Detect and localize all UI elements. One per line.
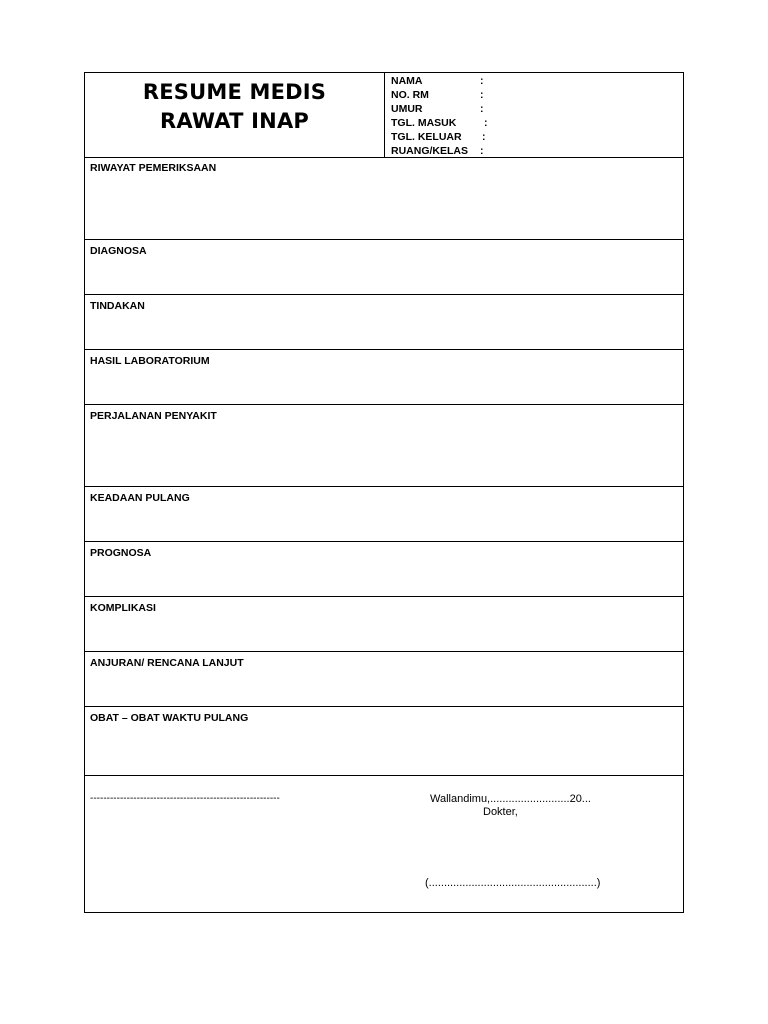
doctor-label: Dokter, bbox=[483, 806, 518, 818]
section-label: TINDAKAN bbox=[90, 300, 145, 312]
section-label: HASIL LABORATORIUM bbox=[90, 355, 210, 367]
dashed-line: --------------------------------------------------------- bbox=[90, 793, 280, 804]
field-label: TGL. MASUK bbox=[391, 117, 457, 129]
section-perjalanan-penyakit bbox=[85, 405, 683, 487]
field-label: NO. RM bbox=[391, 89, 429, 101]
identity-field-tgl-keluar bbox=[391, 130, 681, 144]
form-title-line2: RAWAT INAP bbox=[160, 109, 309, 133]
field-colon: : bbox=[480, 75, 484, 87]
section-label: PERJALANAN PENYAKIT bbox=[90, 410, 217, 422]
section-anjuran-rencana-lanjut bbox=[85, 652, 683, 707]
field-label: NAMA bbox=[391, 75, 423, 87]
signature-footer bbox=[85, 776, 683, 912]
section-label: DIAGNOSA bbox=[90, 245, 147, 257]
section-riwayat-pemeriksaan bbox=[85, 157, 683, 240]
identity-field-no-rm bbox=[391, 88, 681, 102]
title-box bbox=[85, 73, 385, 157]
medical-resume-form bbox=[84, 72, 684, 913]
identity-field-ruang-kelas bbox=[391, 144, 681, 158]
section-keadaan-pulang bbox=[85, 487, 683, 542]
section-label: PROGNOSA bbox=[90, 547, 152, 559]
section-tindakan bbox=[85, 295, 683, 350]
section-label: RIWAYAT PEMERIKSAAN bbox=[90, 162, 217, 174]
patient-identity-box bbox=[391, 74, 681, 158]
field-colon: : bbox=[480, 103, 484, 115]
signature-line: (.......................................................) bbox=[425, 877, 601, 889]
identity-field-tgl-masuk bbox=[391, 116, 681, 130]
identity-field-umur bbox=[391, 102, 681, 116]
field-colon: : bbox=[480, 145, 484, 157]
place-date: Wallandimu,..........................20... bbox=[430, 793, 591, 805]
field-label: RUANG/KELAS bbox=[391, 145, 469, 157]
identity-field-nama bbox=[391, 74, 681, 88]
section-komplikasi bbox=[85, 597, 683, 652]
section-prognosa bbox=[85, 542, 683, 597]
field-label: UMUR bbox=[391, 103, 423, 115]
section-label: KEADAAN PULANG bbox=[90, 492, 190, 504]
field-colon: : bbox=[482, 131, 486, 143]
field-colon: : bbox=[480, 89, 484, 101]
field-colon: : bbox=[484, 117, 488, 129]
section-obat-waktu-pulang bbox=[85, 707, 683, 776]
field-label: TGL. KELUAR bbox=[391, 131, 462, 143]
section-diagnosa bbox=[85, 240, 683, 295]
form-title-line1: RESUME MEDIS bbox=[142, 80, 327, 104]
form-header bbox=[85, 73, 683, 158]
section-label: OBAT – OBAT WAKTU PULANG bbox=[90, 712, 249, 724]
section-label: ANJURAN/ RENCANA LANJUT bbox=[90, 657, 244, 669]
section-hasil-laboratorium bbox=[85, 350, 683, 405]
section-label: KOMPLIKASI bbox=[90, 602, 156, 614]
